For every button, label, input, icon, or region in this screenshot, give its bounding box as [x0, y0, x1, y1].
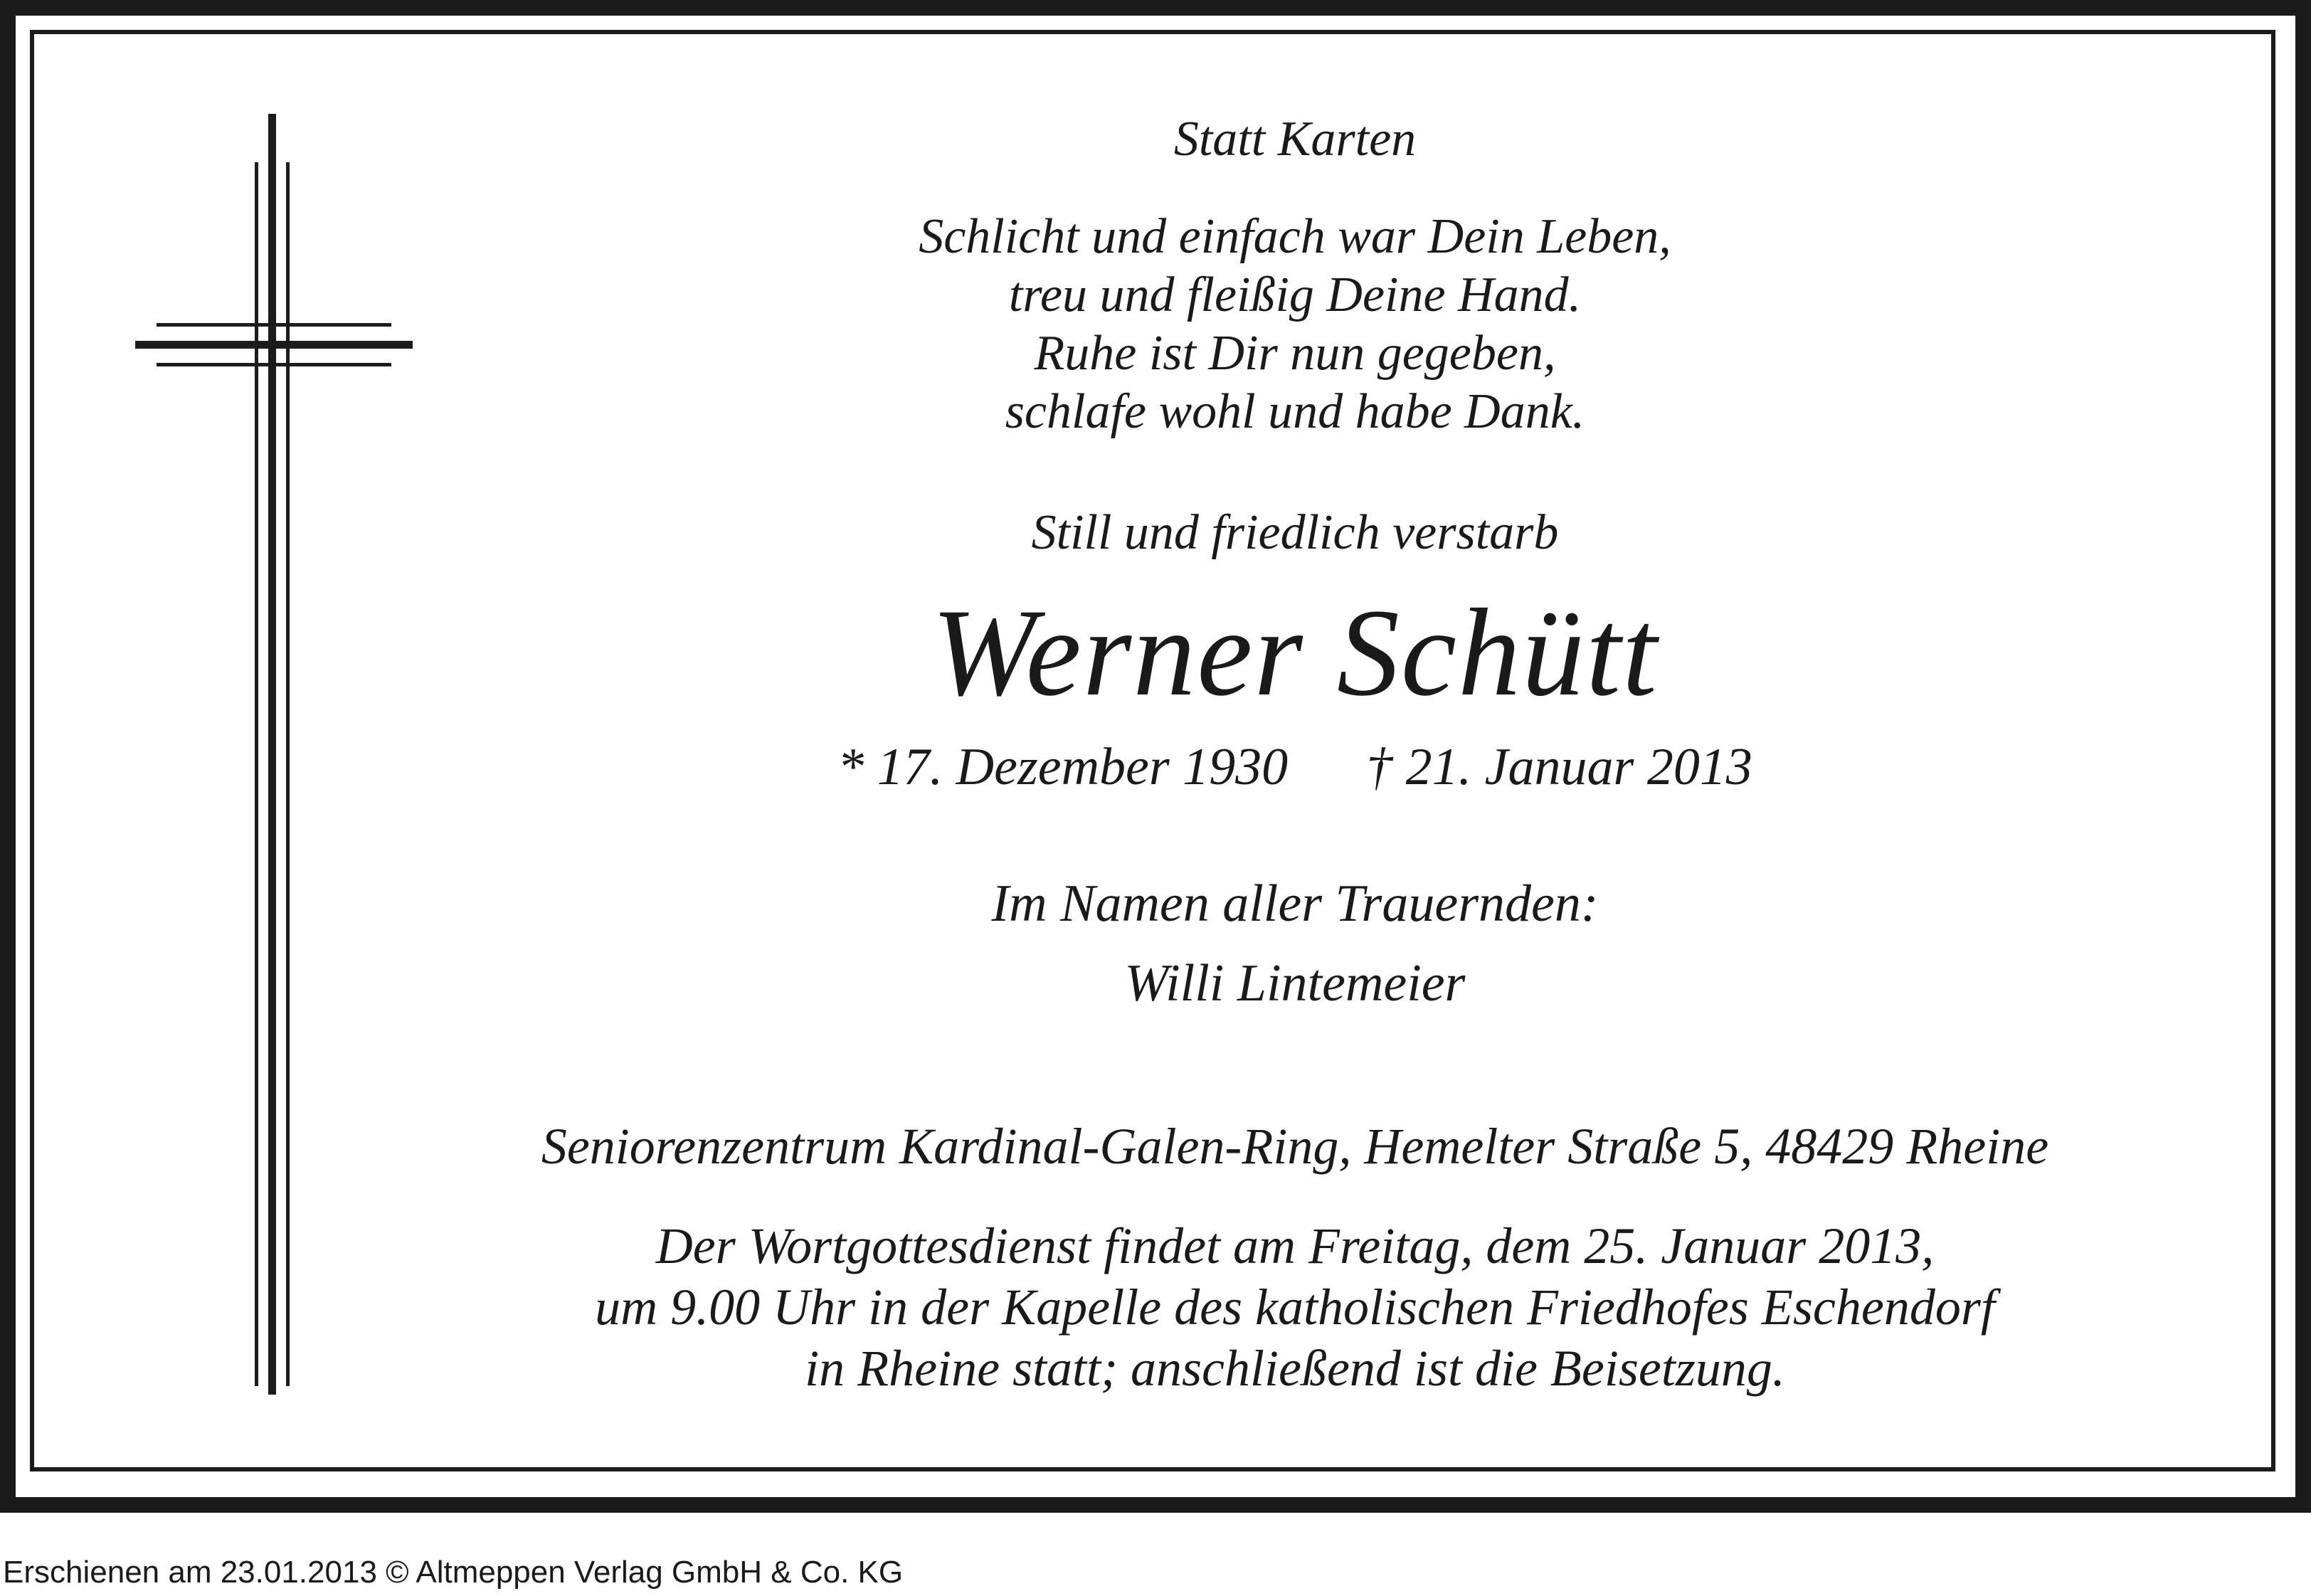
mourner-name: Willi Lintemeier [1124, 954, 1466, 1013]
poem-line: Schlicht und einfach war Dein Leben, [919, 209, 1671, 264]
cross-horizontal-line-top [157, 323, 391, 327]
poem-line: Ruhe ist Dir nun gegeben, [1034, 326, 1556, 381]
poem [398, 208, 2191, 441]
poem-line: treu und fleißig Deine Hand. [1008, 268, 1582, 322]
notice-heading: Statt Karten [1173, 112, 1417, 167]
service-line: um 9.00 Uhr in der Kapelle des katholischen Friedhofes Eschendorf [595, 1279, 1995, 1336]
mourners-label: Im Namen aller Trauernden: [991, 874, 1599, 933]
death-date: † 21. Januar 2013 [1366, 738, 1752, 796]
death-intro: Still und friedlich verstarb [1031, 505, 1559, 560]
publication-footer: Erschienen am 23.01.2013 © Altmeppen Verlag GmbH & Co. KG [3, 1555, 904, 1590]
birth-date: * 17. Dezember 1930 [837, 738, 1289, 796]
poem-line: schlafe wohl und habe Dank. [1005, 384, 1585, 439]
cross-horizontal-line-bottom [157, 363, 391, 366]
address: Seniorenzentrum Kardinal-Galen-Ring, Hemelter Straße 5, 48429 Rheine [541, 1118, 2049, 1175]
cross-icon [135, 114, 413, 1395]
deceased-name: Werner Schütt [931, 583, 1659, 722]
cross-vertical-beam [268, 114, 276, 1395]
service-line: Der Wortgottesdienst findet am Freitag, dem 25. Januar 2013, [655, 1217, 1935, 1274]
service-info [398, 1215, 2191, 1399]
cross-horizontal-beam [135, 341, 413, 349]
service-line: in Rheine statt; anschließend ist die Beisetzung. [805, 1340, 1785, 1397]
life-dates [398, 733, 2191, 801]
